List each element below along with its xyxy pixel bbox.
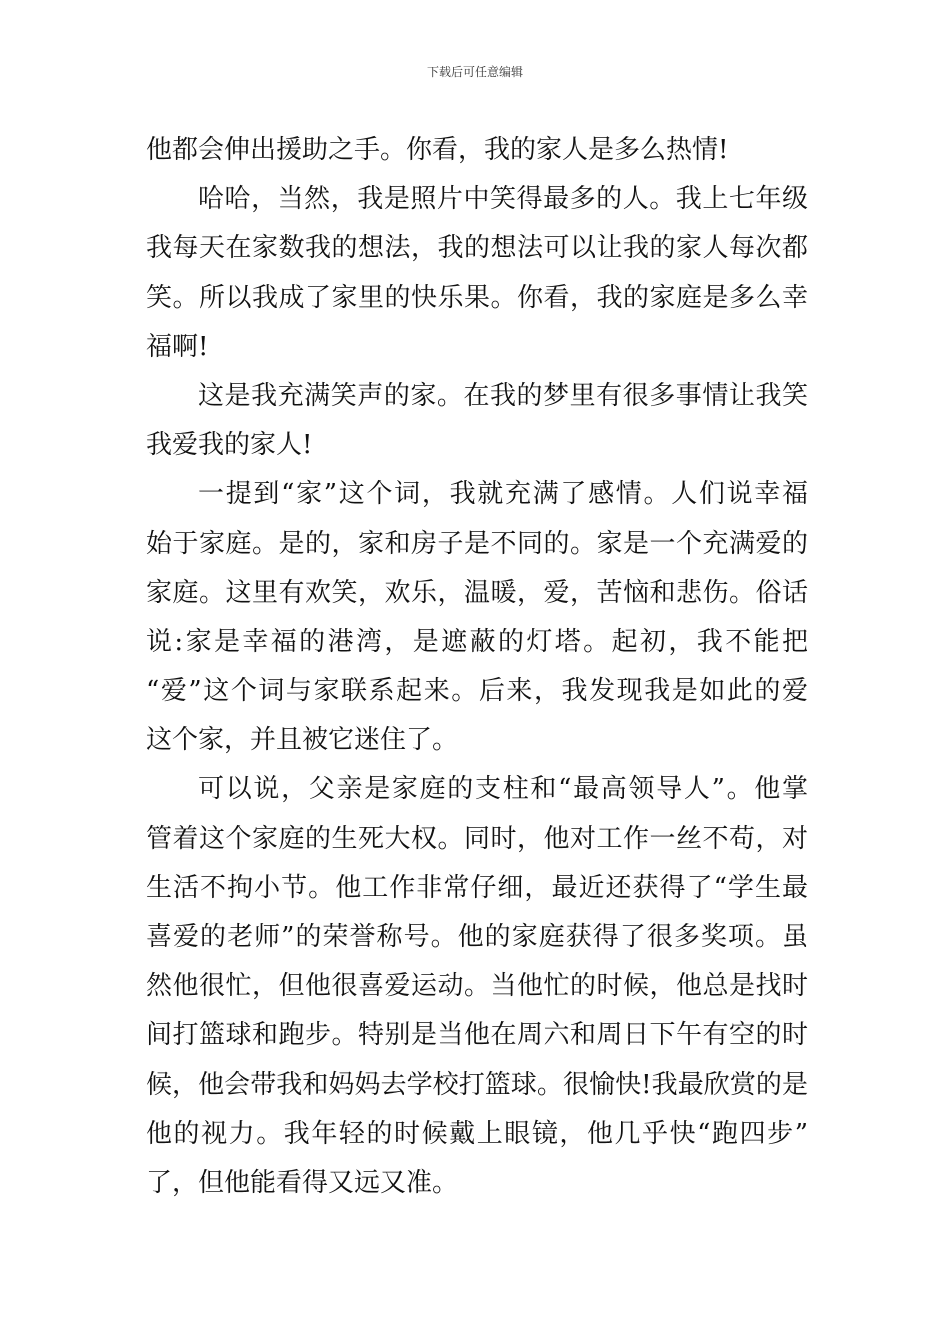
- text-line: 可以说，父亲是家庭的支柱和“最高领导人”。他掌: [198, 774, 808, 805]
- text-line: 生活不拘小节。他工作非常仔细，最近还获得了“学生最: [146, 872, 808, 903]
- text-line: 间打篮球和跑步。特别是当他在周六和周日下午有空的时: [146, 1020, 808, 1051]
- text-line: 喜爱的老师”的荣誉称号。他的家庭获得了很多奖项。虽: [146, 922, 808, 952]
- text-line: 他都会伸出援助之手。你看，我的家人是多么热情!: [146, 135, 729, 165]
- text-line: 家庭。这里有欢笑，欢乐，温暖，爱，苦恼和悲伤。俗话: [146, 577, 808, 608]
- text-line: 我每天在家数我的想法，我的想法可以让我的家人每次都: [146, 233, 808, 264]
- text-line: 这是我充满笑声的家。在我的梦里有很多事情让我笑: [198, 380, 808, 411]
- text-line: 我爱我的家人!: [146, 430, 313, 461]
- text-line: 他的视力。我年轻的时候戴上眼镜，他几乎快“跑四步”: [146, 1118, 808, 1149]
- text-line: 然他很忙，但他很喜爱运动。当他忙的时候，他总是找时: [146, 971, 808, 1002]
- text-line: 这个家，并且被它迷住了。: [146, 725, 459, 756]
- text-line: 哈哈，当然，我是照片中笑得最多的人。我上七年级: [198, 184, 808, 215]
- text-line: 一提到“家”这个词，我就充满了感情。人们说幸福: [198, 479, 808, 510]
- text-line: 福啊!: [146, 331, 209, 362]
- document-body: [146, 126, 808, 1208]
- text-line: “爱”这个词与家联系起来。后来，我发现我是如此的爱: [146, 676, 808, 707]
- page-header: 下载后可任意编辑: [426, 65, 523, 79]
- text-line: 笑。所以我成了家里的快乐果。你看，我的家庭是多么幸: [146, 282, 808, 313]
- text-line: 了，但他能看得又远又准。: [146, 1167, 459, 1198]
- text-line: 候，他会带我和妈妈去学校打篮球。很愉快!我最欣赏的是: [146, 1069, 808, 1100]
- text-line: 说:家是幸福的港湾，是遮蔽的灯塔。起初，我不能把: [146, 626, 808, 657]
- text-line: 管着这个家庭的生死大权。同时，他对工作一丝不苟，对: [146, 823, 808, 854]
- text-line: 始于家庭。是的，家和房子是不同的。家是一个充满爱的: [146, 528, 808, 559]
